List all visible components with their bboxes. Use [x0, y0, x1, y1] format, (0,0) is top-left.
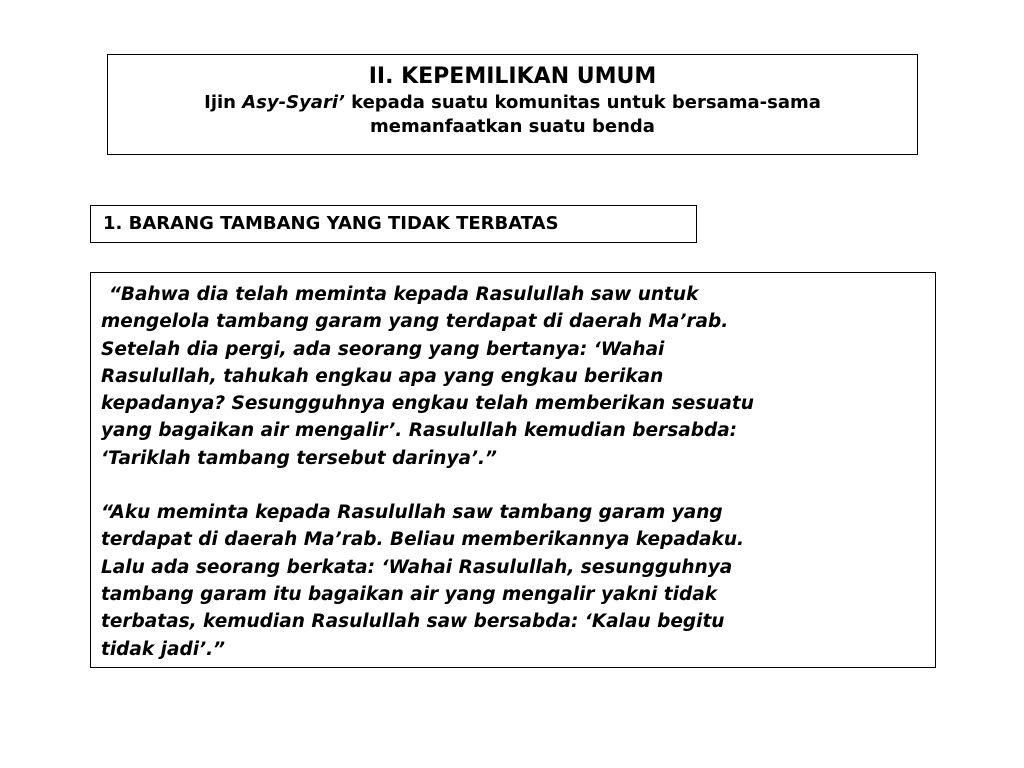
subtitle-line-1 — [108, 91, 917, 115]
subtitle-italic-term: Asy-Syari’ — [242, 92, 345, 113]
quote-1-line-3: Setelah dia pergi, ada seorang yang bertanya: ‘Wahai — [101, 338, 665, 360]
quote-paragraph-1 — [101, 281, 925, 472]
quote-2-line-6: tidak jadi’.” — [101, 638, 226, 660]
quote-1-line-7: ‘Tariklah tambang tersebut darinya’.” — [101, 447, 497, 469]
quote-2-line-3: Lalu ada seorang berkata: ‘Wahai Rasulullah, sesungguhnya — [101, 556, 733, 578]
quote-1-line-2: mengelola tambang garam yang terdapat di daerah Ma’rab. — [101, 311, 729, 333]
quote-2-line-5: terbatas, kemudian Rasulullah saw bersabda: ‘Kalau begitu — [101, 611, 725, 633]
quote-paragraph-2 — [101, 499, 925, 663]
subtitle-rest: kepada suatu komunitas untuk bersama-sama — [344, 92, 821, 113]
quote-1-line-4: Rasulullah, tahukah engkau apa yang engkau berikan — [101, 365, 664, 387]
quote-box — [90, 272, 936, 668]
section-heading: 1. BARANG TAMBANG YANG TIDAK TERBATAS — [103, 213, 559, 234]
quote-1-line-6: yang bagaikan air mengalir’. Rasulullah kemudian bersabda: — [101, 420, 738, 442]
quote-2-line-2: terdapat di daerah Ma’rab. Beliau memberikannya kepadaku. — [101, 529, 745, 551]
subtitle-line-2: memanfaatkan suatu benda — [370, 116, 655, 137]
quote-2-line-1: “Aku meminta kepada Rasulullah saw tambang garam yang — [101, 502, 723, 524]
page-title: II. KEPEMILIKAN UMUM — [368, 64, 657, 89]
subtitle-prefix: Ijin — [204, 92, 243, 113]
section-heading-box — [90, 205, 697, 243]
quote-2-line-4: tambang garam itu bagaikan air yang mengalir yakni tidak — [101, 583, 717, 605]
title-box — [107, 54, 918, 155]
quote-1-line-1: “Bahwa dia telah meminta kepada Rasulullah saw untuk — [109, 284, 699, 305]
quote-1-line-5: kepadanya? Sesungguhnya engkau telah memberikan sesuatu — [101, 393, 754, 415]
